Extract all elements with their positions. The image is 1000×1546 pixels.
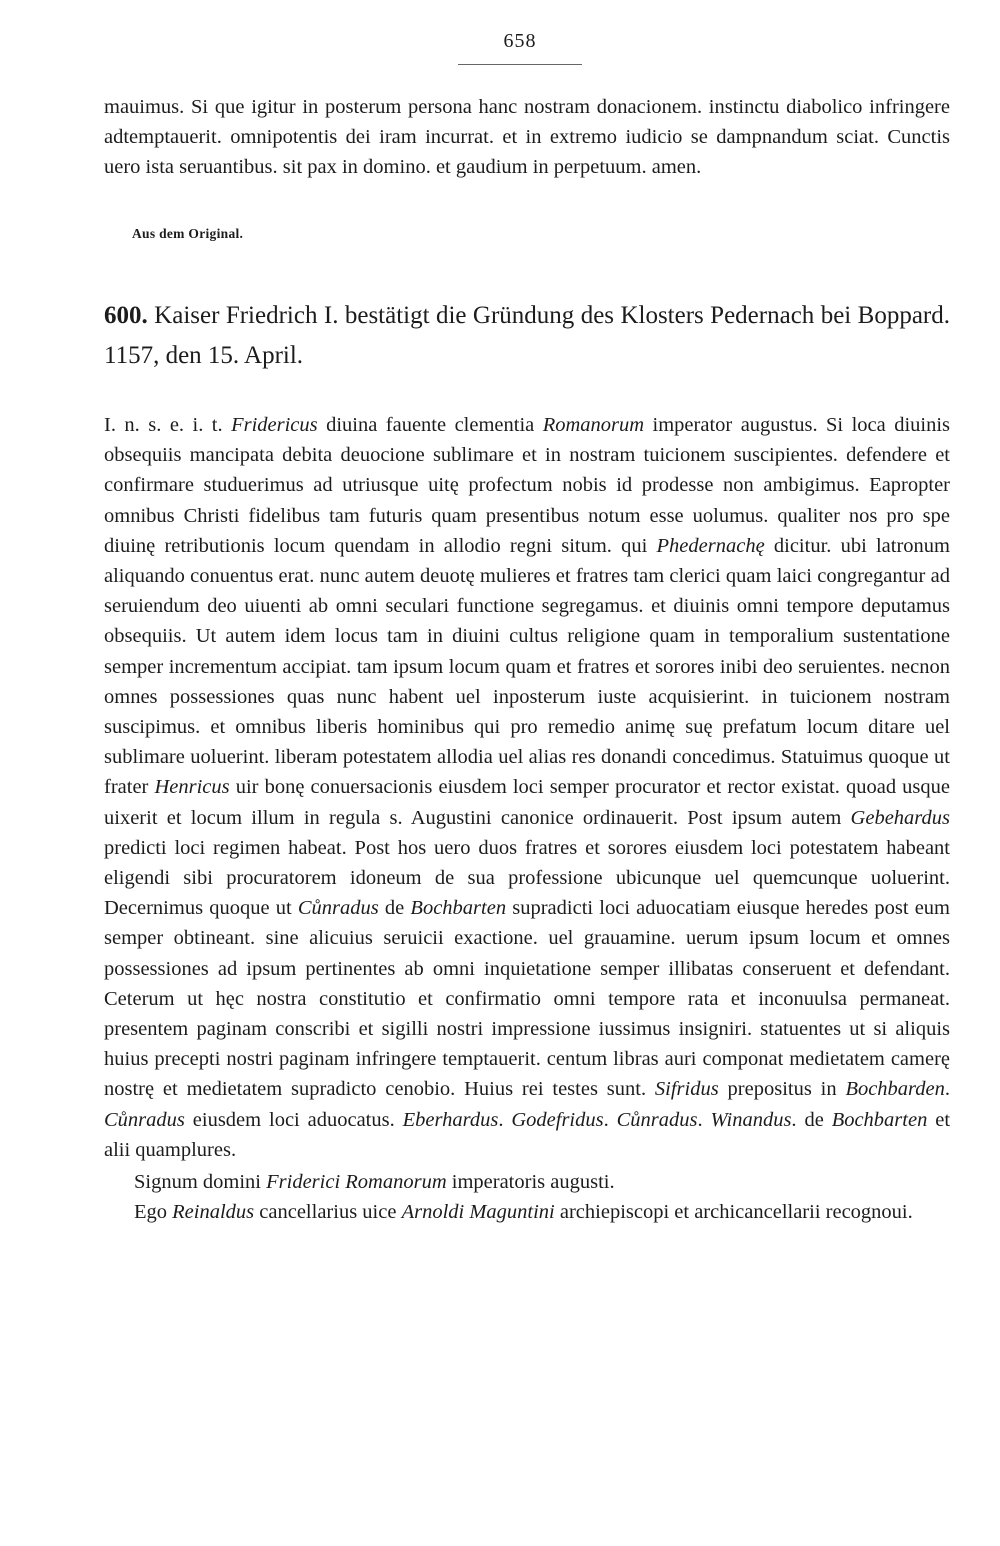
person-name: Cůnradus: [104, 1108, 185, 1131]
text-segment: Signum domini: [134, 1171, 267, 1194]
person-name: Godefridus: [511, 1108, 604, 1131]
person-name: Fridericus: [231, 414, 318, 436]
place-name: Phedernachę: [656, 534, 765, 557]
person-name: Romanorum: [542, 414, 645, 436]
text-segment: dicitur. ubi latronum aliquando conuentus erat. nunc autem deuotę mulieres et fratres tam clerici quam laici congregantur ad seruiendum deo uiuenti ab omni seculari functione segregamus. et diuinis omni tempore deputamus obsequiis. Ut autem idem locus tam in diuini cultus religione quam in temporalium sustentatione semper incrementum accipiat. tam ipsum locum quam et fratres et sorores inibi deo seruientes. necnon omnes possessiones quas nunc habent uel inposterum iuste acquisierint. in tuicionem nostram suscipimus. et omnibus liberis hominibus qui pro remedio animę suę prefatum locum ditare uel sublimare uoluerint. liberam potestatem allodia uel alias res donandi concedimus. Statuimus quoque ut frater: [104, 534, 951, 799]
person-name: Friderici Romanorum: [266, 1171, 447, 1194]
document-heading: [104, 296, 950, 376]
document-heading-text: Kaiser Friedrich I. bestätigt die Gründung des Klosters Pedernach bei Boppard. 1157, den 15. April.: [104, 302, 951, 369]
person-name: Cůnradus: [297, 897, 379, 920]
person-name: Cůnradus: [616, 1108, 698, 1131]
document-number: 600.: [104, 302, 148, 329]
text-segment: et alii quamplures.: [104, 1108, 951, 1161]
person-name: Arnoldi Maguntini: [401, 1201, 555, 1224]
text-segment: predicti loci regimen habeat. Post hos uero duos fratres et sorores eiusdem loci potestatem habeant eligendi sibi procuratorem idoneum de sua professione ubicunque uel quemcunque uoluerint. Decernimus quoque ut: [104, 836, 950, 920]
source-note: Aus dem Original.: [132, 226, 244, 241]
text-segment: cancellarius uice: [254, 1201, 402, 1224]
text-segment: archiepiscopi et archicancellarii recognoui.: [554, 1201, 913, 1224]
person-name: Reinaldus: [172, 1201, 255, 1224]
page-number: 658: [503, 30, 537, 52]
person-name: Eberhardus: [402, 1108, 499, 1131]
signum-line: [104, 1167, 950, 1197]
person-name: Winandus: [710, 1108, 792, 1131]
place-name: Bochbarten: [410, 897, 507, 920]
person-name: Henricus: [154, 776, 230, 799]
charter-main-paragraph: [104, 410, 950, 1165]
text-segment: supradicti loci aduocatiam eiusque heredes post eum semper obtineant. sine alicuius seruicii exactione. uel grauamine. uerum ipsum locum et omnes possessiones ad ipsum pertinentes ab omni inquietatione semper illibatas conseruent et defendant. Ceterum ut hęc nostra constitutio et confirmatio omni tempore rata et inconuulsa permaneat. presentem paginam conscribi et sigilli nostri impressione iussimus insigniri. statuentes ut si aliquis huius precepti nostri paginam infringere temptauerit. centum libras auri componat medietatem camerę nostrę et medietatem supradicto cenobio. Huius rei testes sunt.: [104, 897, 950, 1101]
text-segment: .: [944, 1078, 950, 1101]
text-segment: imperator augustus. Si loca diuinis obsequiis mancipata debita deuocione sublimare et in nostram tuicionem suscipientes. defendere et confirmare studuerimus ad utriusque uitę profectum nobis id prodesse non ambigimus. Eapropter omnibus Christi fidelibus tam futuris quam presentibus notum esse uolumus. qualiter nos pro spe diuinę retributionis locum quendam in allodio regni situm. qui: [104, 414, 951, 557]
previous-document-ending: [104, 92, 950, 183]
recognition-line: [104, 1197, 950, 1227]
previous-document-text: mauimus. Si que igitur in posterum persona hanc nostram donacionem. instinctu diabolico infringere adtemptauerit. omnipotentis dei iram incurrat. et in extremo iudicio se dampnandum sciat. Cunctis uero ista seruantibus. sit pax in domino. et gaudium in perpetuum. amen.: [104, 96, 950, 179]
page-number-rule: [458, 64, 582, 65]
person-name: Gebehardus: [850, 806, 950, 829]
place-name: Bochbarten: [831, 1108, 928, 1131]
text-segment: de: [378, 897, 411, 920]
text-segment: .: [498, 1108, 512, 1131]
text-segment: .: [697, 1108, 711, 1131]
text-segment: .: [603, 1108, 617, 1131]
person-name: Sifridus: [654, 1078, 719, 1101]
text-segment: uir bonę conuersacionis eiusdem loci semper procurator et rector existat. quoad usque uixerit et locum illum in regula s. Augustini canonice ordinauerit. Post ipsum autem: [104, 776, 950, 829]
text-segment: prepositus in: [718, 1078, 846, 1101]
text-segment: diuina fauente clementia: [317, 414, 543, 436]
charter-text: [104, 410, 950, 1227]
text-segment: Ego: [134, 1201, 173, 1224]
text-segment: imperatoris augusti.: [446, 1171, 615, 1194]
text-segment: eiusdem loci aduocatus.: [184, 1108, 403, 1131]
place-name: Bochbarden: [845, 1078, 945, 1101]
text-segment: . de: [791, 1108, 832, 1131]
text-segment: I. n. s. e. i. t.: [104, 414, 232, 436]
